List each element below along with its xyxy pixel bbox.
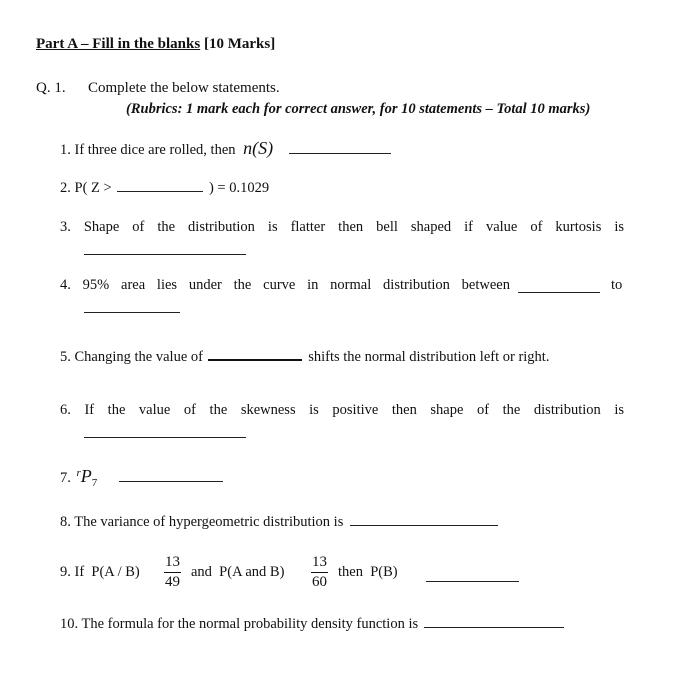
statement-5 <box>60 349 549 366</box>
statement-8-blank[interactable] <box>350 524 498 526</box>
statement-7 <box>60 466 223 489</box>
statement-4-blank-a[interactable] <box>518 291 600 293</box>
statement-4-to: to <box>611 277 623 293</box>
statement-1 <box>60 138 391 159</box>
statement-9-fraction-2 <box>311 554 328 591</box>
statement-10-text: 10. The formula for the normal probability density function is <box>60 616 419 632</box>
statement-1-math: n(S) <box>243 138 274 158</box>
statement-8 <box>60 514 498 531</box>
statement-5-suffix: shifts the normal distribution left or right. <box>308 349 550 365</box>
part-marks: [10 Marks] <box>203 36 276 52</box>
statement-4 <box>60 277 510 294</box>
statement-1-blank[interactable] <box>289 152 391 154</box>
statement-2-suffix: ) = 0.1029 <box>208 180 270 196</box>
statement-10 <box>60 616 564 633</box>
part-heading <box>36 36 275 53</box>
statement-3-text: 3. Shape of the distribution is flatter then bell shaped if value of kurtosis is <box>60 219 624 235</box>
statement-5-prefix: 5. Changing the value of <box>60 349 203 365</box>
question-rubrics: (Rubrics: 1 mark each for correct answer, for 10 statements – Total 10 marks) <box>126 101 591 117</box>
fraction-2-numerator: 13 <box>311 554 328 573</box>
statement-3 <box>60 219 624 236</box>
statement-2-prefix: 2. P( Z > <box>60 180 112 196</box>
statement-10-blank[interactable] <box>424 626 564 628</box>
statement-7-blank[interactable] <box>119 480 223 482</box>
statement-1-text: 1. If three dice are rolled, then <box>60 142 236 158</box>
statement-7-superscript: r <box>76 467 81 480</box>
statement-9-mid: and P(A and B) <box>191 564 285 580</box>
statement-7-number: 7. <box>60 470 71 486</box>
statement-2 <box>60 180 269 197</box>
statement-2-blank[interactable] <box>117 190 203 192</box>
statement-4-text: 4. 95% area lies under the curve in normal distribution between <box>60 277 510 293</box>
statement-6-blank[interactable] <box>84 436 246 438</box>
statement-9-prefix: 9. If P(A / B) <box>60 564 140 580</box>
statement-7-base: P <box>80 466 92 486</box>
statement-5-blank[interactable] <box>208 358 302 361</box>
statement-7-subscript: 7 <box>91 476 98 489</box>
statement-8-text: 8. The variance of hypergeometric distribution is <box>60 514 344 530</box>
fraction-1-numerator: 13 <box>164 554 181 573</box>
fraction-2-denominator: 60 <box>312 574 327 590</box>
question-number: Q. 1. <box>36 80 66 96</box>
statement-9-blank[interactable] <box>426 580 519 582</box>
part-title: Part A – Fill in the blanks <box>36 36 201 52</box>
statement-9-fraction-1 <box>164 554 181 591</box>
statement-6-text: 6. If the value of the skewness is positive then shape of the distribution is <box>60 402 624 418</box>
question-instruction: Complete the below statements. <box>88 80 280 96</box>
statement-9-then: then P(B) <box>338 564 398 580</box>
statement-3-blank[interactable] <box>84 253 246 255</box>
fraction-1-denominator: 49 <box>165 574 180 590</box>
statement-6 <box>60 402 624 419</box>
statement-4-blank-b[interactable] <box>84 311 180 313</box>
